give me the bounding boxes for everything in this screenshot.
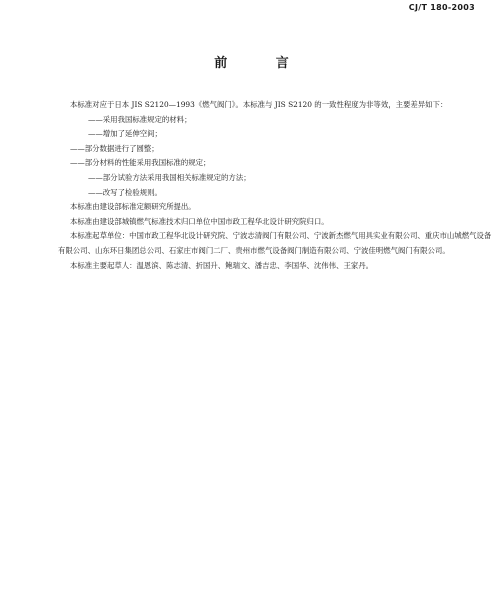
paragraph-intro: 本标准对应于日本 JIS S2120—1993《燃气阀门》。本标准与 JIS S2120 的一致性程度为非等效，主要差异如下：: [70, 100, 448, 109]
list-item-test-methods: ——部分试验方法采用我国相关标准规定的方法；: [88, 172, 251, 182]
paragraph-centralized: 本标准由建设部城镇燃气标准技术归口单位中国市政工程华北设计研究院归口。: [70, 216, 329, 226]
paragraph-drafting-units: 本标准起草单位：中国市政工程华北设计研究院、宁波志清阀门有限公司、宁波新杰燃气用具实业有限公司、重庆市山城燃气设备有限公司、山东环日集团总公司、石家庄市阀门二厂、贵州市燃气设备阀门制造有限公司、宁波佳明燃气阀门有限公司。: [58, 231, 492, 255]
list-item-rounding: ——部分数据进行了圆整；: [70, 143, 159, 153]
standard-code: CJ/T 180-2003: [408, 3, 475, 12]
list-item-inspection: ——改写了检验规则。: [88, 187, 162, 197]
paragraph-proposer: 本标准由建设部标准定额研究所提出。: [70, 202, 196, 212]
foreword-body: [58, 98, 498, 273]
list-item-performance: ——部分材料的性能采用我国标准的规定；: [70, 158, 211, 168]
list-item-extension: ——增加了延伸空间；: [88, 129, 162, 139]
list-item-materials: ——采用我国标准规定的材料；: [88, 114, 192, 124]
paragraph-drafters: 本标准主要起草人：温恩滨、陈志清、折国升、鲍瑞文、潘吉忠、李国华、沈伟伟、王家丹。: [70, 260, 374, 270]
foreword-title: 前 言: [214, 56, 311, 71]
